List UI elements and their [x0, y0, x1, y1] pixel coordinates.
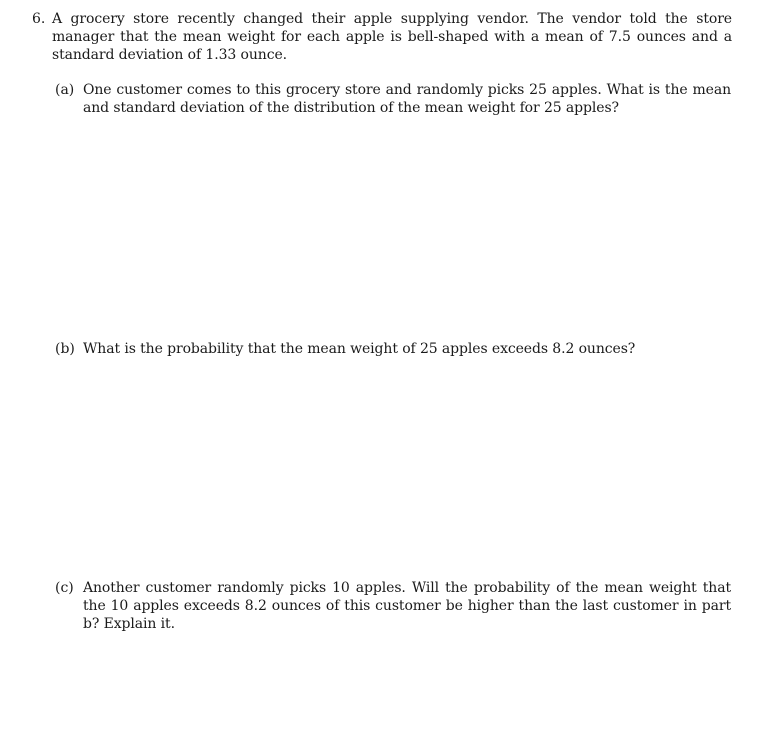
problem-number: 6. [32, 11, 46, 27]
part-c-question: Another customer randomly picks 10 apples. Will the probability of the mean weight that the 10 apples exceeds 8.2 ounces of this customer be higher than the last customer in part b? Explain it. [83, 580, 731, 632]
part-a-label: (a) [55, 82, 75, 98]
part-c-label: (c) [55, 580, 74, 596]
part-b-question: What is the probability that the mean weight of 25 apples exceeds 8.2 ounces? [83, 341, 636, 357]
part-a-question: One customer comes to this grocery store and randomly picks 25 apples. What is the mean and standard deviation of the distribution of the mean weight for 25 apples? [83, 82, 731, 116]
part-b [55, 340, 731, 358]
problem-6 [32, 10, 732, 64]
answer-space-b [0, 365, 772, 570]
problem-header [32, 10, 732, 64]
answer-space-c [0, 620, 772, 745]
problem-stem: A grocery store recently changed their apple supplying vendor. The vendor told the store manager that the mean weight for each apple is bell-shaped with a mean of 7.5 ounces and a standard deviation of 1.33 ounce. [52, 11, 732, 63]
part-a [55, 81, 731, 117]
part-b-label: (b) [55, 341, 75, 357]
answer-space-a [0, 120, 772, 330]
